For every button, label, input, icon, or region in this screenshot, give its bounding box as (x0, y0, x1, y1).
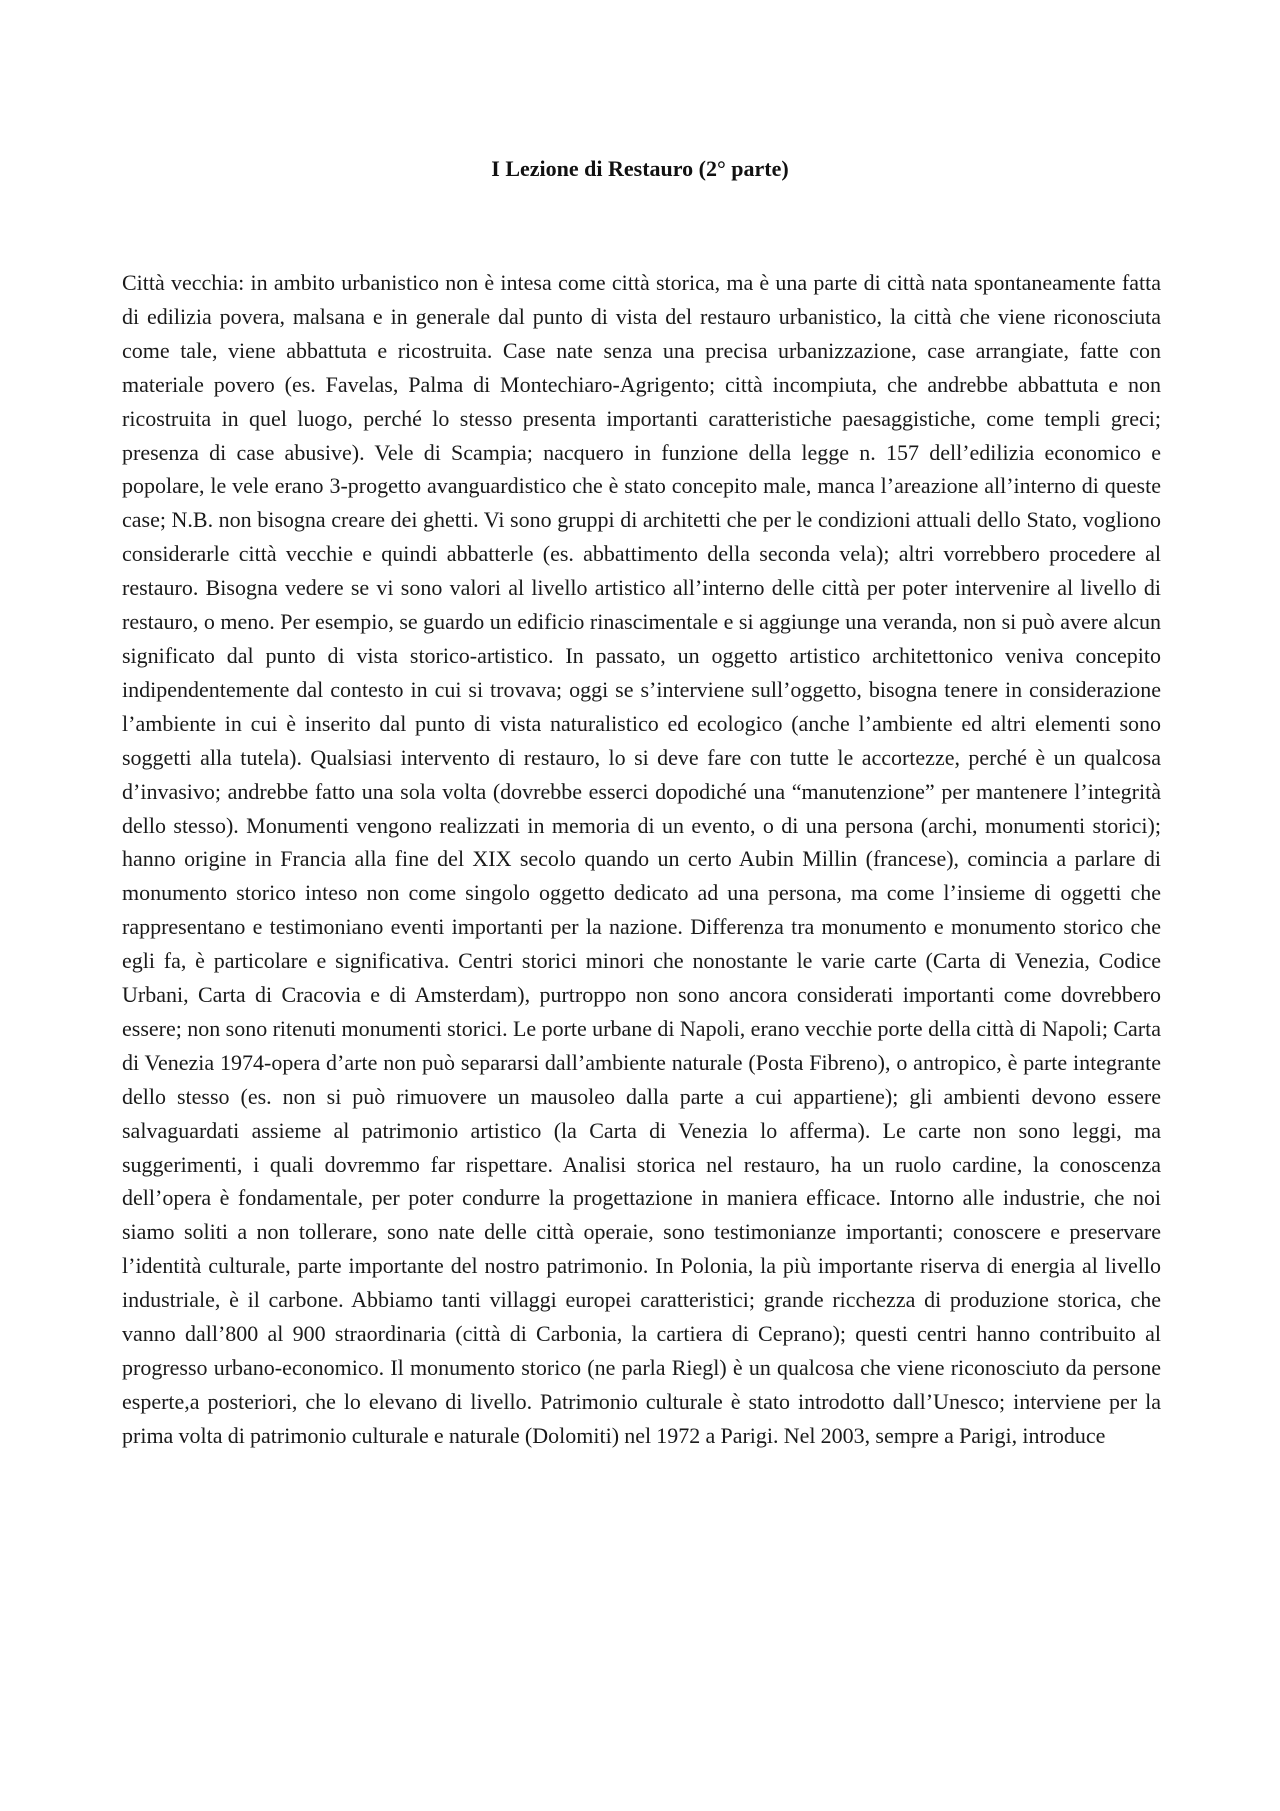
page-title: I Lezione di Restauro (2° parte) (491, 156, 789, 181)
body-paragraph: Città vecchia: in ambito urbanistico non è intesa come città storica, ma è una parte di città nata spontaneamente fatta di edilizia povera, malsana e in generale dal punto di vista del restauro urbanistico, la città che viene riconosciuta come tale, viene abbattuta e ricostruita. Case nate senza una precisa urbanizzazione, case arrangiate, fatte con materiale povero (es. Favelas, Palma di Montechiaro-Agrigento; città incompiuta, che andrebbe abbattuta e non ricostruita in quel luogo, perché lo stesso presenta importanti caratteristiche paesaggistiche, come templi greci; presenza di case abusive). Vele di Scampia; nacquero in funzione della legge n. 157 dell’edilizia economico e popolare, le vele erano 3-progetto avanguardistico che è stato concepito male, manca l’areazione all’interno di queste case; N.B. non bisogna creare dei ghetti. Vi sono gruppi di architetti che per le condizioni attuali dello Stato, vogliono considerarle città vecchie e quindi abbatterle (es. abbattimento della seconda vela); altri vorrebbero procedere al restauro. Bisogna vedere se vi sono valori al livello artistico all’interno delle città per poter intervenire al livello di restauro, o meno. Per esempio, se guardo un edificio rinascimentale e si aggiunge una veranda, non si può avere alcun significato dal punto di vista storico-artistico. In passato, un oggetto artistico architettonico veniva concepito indipendentemente dal contesto in cui si trovava; oggi se s’interviene sull’oggetto, bisogna tenere in considerazione l’ambiente in cui è inserito dal punto di vista naturalistico ed ecologico (anche l’ambiente ed altri elementi sono soggetti alla tutela). Qualsiasi intervento di restauro, lo si deve fare con tutte le accortezze, perché è un qualcosa d’invasivo; andrebbe fatto una sola volta (dovrebbe esserci dopodiché una “manutenzione” per mantenere l’integrità dello stesso). Monumenti vengono realizzati in memoria di un evento, o di una persona (archi, monumenti storici); hanno origine in Francia alla fine del XIX secolo quando un certo Aubin Millin (francese), comincia a parlare di monumento storico inteso non come singolo oggetto dedicato ad una persona, ma come l’insieme di oggetti che rappresentano e testimoniano eventi importanti per la nazione. Differenza tra monumento e monumento storico che egli fa, è particolare e significativa. Centri storici minori che nonostante le varie carte (Carta di Venezia, Codice Urbani, Carta di Cracovia e di Amsterdam), purtroppo non sono ancora considerati importanti come dovrebbero essere; non sono ritenuti monumenti storici. Le porte urbane di Napoli, erano vecchie porte della città di Napoli; Carta di Venezia 1974-opera d’arte non può separarsi dall’ambiente naturale (Posta Fibreno), o antropico, è parte integrante dello stesso (es. non si può rimuovere un mausoleo dalla parte a cui appartiene); gli ambienti devono essere salvaguardati assieme al patrimonio artistico (la Carta di Venezia lo afferma). Le carte non sono leggi, ma suggerimenti, i quali dovremmo far rispettare. Analisi storica nel restauro, ha un ruolo cardine, la conoscenza dell’opera è fondamentale, per poter condurre la progettazione in maniera efficace. Intorno alle industrie, che noi siamo soliti a non tollerare, sono nate delle città operaie, sono testimonianze importanti; conoscere e preservare l’identità culturale, parte importante del nostro patrimonio. In Polonia, la più importante riserva di energia al livello industriale, è il carbone. Abbiamo tanti villaggi europei caratteristici; grande ricchezza di produzione storica, che vanno dall’800 al 900 straordinaria (città di Carbonia, la cartiera di Ceprano); questi centri hanno contribuito al progresso urbano-economico. Il monumento storico (ne parla Riegl) è un qualcosa che viene riconosciuto da persone esperte,a posteriori, che lo elevano di livello. Patrimonio culturale è stato introdotto dall’Unesco; interviene per la prima volta di patrimonio culturale e naturale (Dolomiti) nel 1972 a Parigi. Nel 2003, sempre a Parigi, introduce (122, 270, 1161, 1448)
